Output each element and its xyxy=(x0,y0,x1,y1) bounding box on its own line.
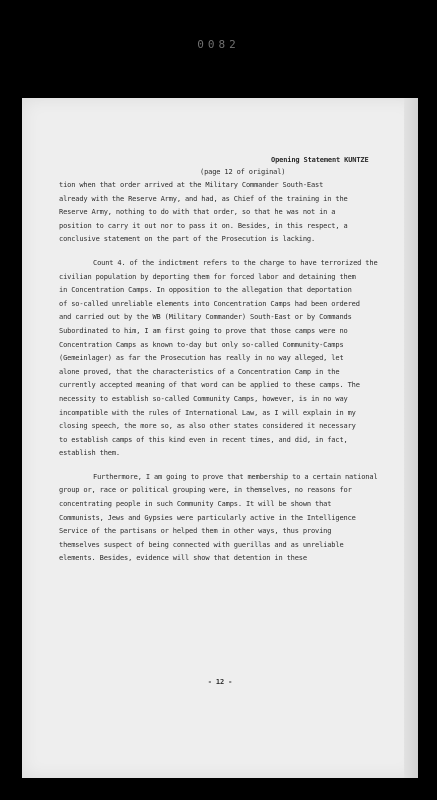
page-edge-shadow xyxy=(404,98,418,778)
text-line: Concentration Camps as known to-day but only so-called Community-Camps xyxy=(59,340,344,349)
document-page xyxy=(22,98,418,778)
text-line: of so-called unreliable elements into Concentration Camps had been ordered xyxy=(59,299,360,308)
text-line: alone proved, that the characteristics of a Concentration Camp in the xyxy=(59,367,340,376)
text-line: conclusive statement on the part of the Prosecution is lacking. xyxy=(59,235,316,244)
text-line: Count 4. of the indictment refers to the charge to have terrorized the xyxy=(93,258,378,267)
text-line: civilian population by deporting them for forced labor and detaining them xyxy=(59,272,356,281)
text-line: currently accepted meaning of that word can be applied to these camps. The xyxy=(59,381,360,390)
paragraph xyxy=(59,471,404,566)
text-line: Furthermore, I am going to prove that membership to a certain national xyxy=(93,472,378,481)
film-frame-number: 0082 xyxy=(197,38,240,51)
page-number: - 12 - xyxy=(207,678,233,686)
text-line: in Concentration Camps. In opposition to the allegation that deportation xyxy=(59,286,352,295)
paragraph xyxy=(59,257,404,461)
text-line: Reserve Army, nothing to do with that order, so that he was not in a xyxy=(59,208,336,217)
text-line: (Gemeinlager) as far the Prosecution has really in no way alleged, let xyxy=(59,354,344,363)
text-line: and carried out by the WB (Military Commander) South-East or by Commands xyxy=(59,313,352,322)
text-line: themselves suspect of being connected with guerillas and as unreliable xyxy=(59,540,344,549)
text-line: incompatible with the rules of International Law, as I will explain in my xyxy=(59,408,356,417)
text-line: establish them. xyxy=(59,449,120,458)
text-line: position to carry it out nor to pass it on. Besides, in this respect, a xyxy=(59,221,348,230)
text-line: Communists, Jews and Gypsies were particularly active in the Intelligence xyxy=(59,513,356,522)
header-title: Opening Statement KUNTZE xyxy=(271,156,369,164)
text-line: tion when that order arrived at the Military Commander South-East xyxy=(59,181,324,189)
paragraph xyxy=(59,179,404,247)
header-page-reference: (page 12 of original) xyxy=(200,168,286,176)
text-line: already with the Reserve Army, and had, as Chief of the training in the xyxy=(59,194,348,203)
text-line: concentrating people in such Community Camps. It will be shown that xyxy=(59,500,332,509)
text-line: necessity to establish so-called Community Camps, however, is in no way xyxy=(59,394,348,403)
text-line: elements. Besides, evidence will show that detention in these xyxy=(59,554,307,563)
text-line: group or, race or political grouping were, in themselves, no reasons for xyxy=(59,486,352,495)
text-line: Service of the partisans or helped them in other ways, thus proving xyxy=(59,527,332,536)
text-line: closing speech, the more so, as also other states considered it necessary xyxy=(59,422,356,431)
text-line: Subordinated to him, I am first going to prove that those camps were no xyxy=(59,326,348,335)
body-text xyxy=(59,179,404,566)
text-line: to establish camps of this kind even in recent times, and did, in fact, xyxy=(59,435,348,444)
